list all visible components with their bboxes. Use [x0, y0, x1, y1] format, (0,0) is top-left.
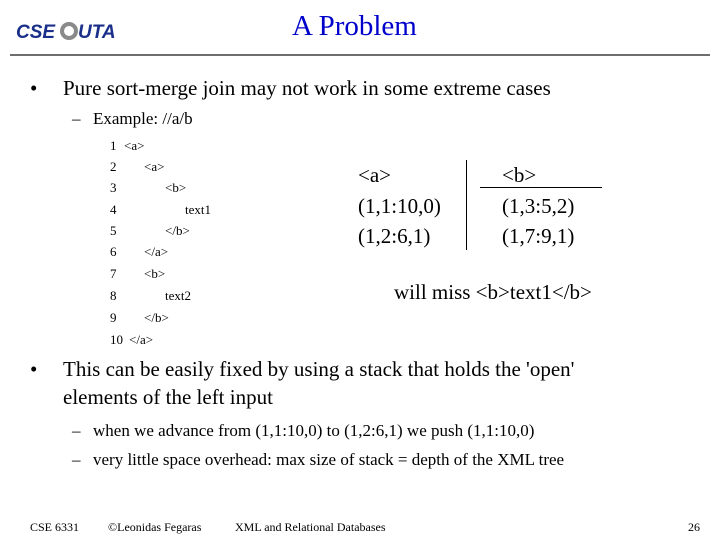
- code-line-num: 10: [110, 332, 123, 347]
- code-line-text: </b>: [165, 223, 190, 238]
- code-line-text: </a>: [129, 332, 154, 347]
- code-line-num: 4: [110, 202, 117, 217]
- example-label: Example: //a/b: [93, 109, 193, 128]
- table-cell-a2: (1,2:6,1): [358, 224, 431, 248]
- sub-bullet-push: when we advance from (1,1:10,0) to (1,2:6,1) we push (1,1:10,0): [93, 421, 535, 440]
- footer-author: ©Leonidas Fegaras: [108, 520, 202, 534]
- sub-dash-icon: –: [72, 421, 81, 440]
- logo-uta-text: UTA: [78, 22, 116, 43]
- code-line-text: <a>: [144, 159, 165, 174]
- footer-topic: XML and Relational Databases: [235, 520, 386, 534]
- logo-cse-text: CSE: [16, 22, 56, 43]
- bullet-dot-icon: •: [30, 76, 38, 100]
- code-line-text: </a>: [144, 244, 169, 259]
- logo-globe-inner: [64, 26, 74, 36]
- cse-uta-logo: [16, 18, 116, 44]
- code-line-text: text2: [165, 288, 191, 303]
- code-line-text: text1: [185, 202, 211, 217]
- bullet-2-line-1: This can be easily fixed by using a stack that holds the 'open': [63, 357, 575, 381]
- bullet-dot-icon: •: [30, 357, 38, 381]
- code-line-text: <a>: [124, 138, 145, 153]
- code-line-num: 1: [110, 138, 117, 153]
- code-line-num: 9: [110, 310, 117, 325]
- sub-dash-icon: –: [72, 109, 81, 128]
- code-line-num: 6: [110, 244, 117, 259]
- footer-page-number: 26: [688, 520, 700, 534]
- slide-title: A Problem: [292, 10, 417, 42]
- code-line-num: 3: [110, 180, 117, 195]
- code-line-num: 5: [110, 223, 117, 238]
- table-header-b: <b>: [502, 163, 537, 187]
- table-cell-b2: (1,7:9,1): [502, 224, 575, 248]
- code-line-num: 2: [110, 159, 117, 174]
- miss-note: will miss <b>text1</b>: [394, 280, 592, 304]
- code-line-num: 7: [110, 266, 117, 281]
- table-divider-vertical: [466, 160, 467, 250]
- code-line-text: <b>: [144, 266, 166, 281]
- code-line-text: </b>: [144, 310, 169, 325]
- code-line-text: <b>: [165, 180, 187, 195]
- title-rule: [10, 54, 710, 56]
- bullet-2-line-2: elements of the left input: [63, 385, 273, 409]
- table-header-a: <a>: [358, 163, 392, 187]
- table-divider-horizontal: [480, 187, 602, 188]
- sub-bullet-overhead: very little space overhead: max size of stack = depth of the XML tree: [93, 450, 565, 469]
- table-cell-b1: (1,3:5,2): [502, 194, 575, 218]
- footer-course: CSE 6331: [30, 520, 80, 534]
- sub-dash-icon: –: [72, 450, 81, 469]
- table-cell-a1: (1,1:10,0): [358, 194, 441, 218]
- code-line-num: 8: [110, 288, 117, 303]
- bullet-1: Pure sort-merge join may not work in some extreme cases: [63, 76, 551, 100]
